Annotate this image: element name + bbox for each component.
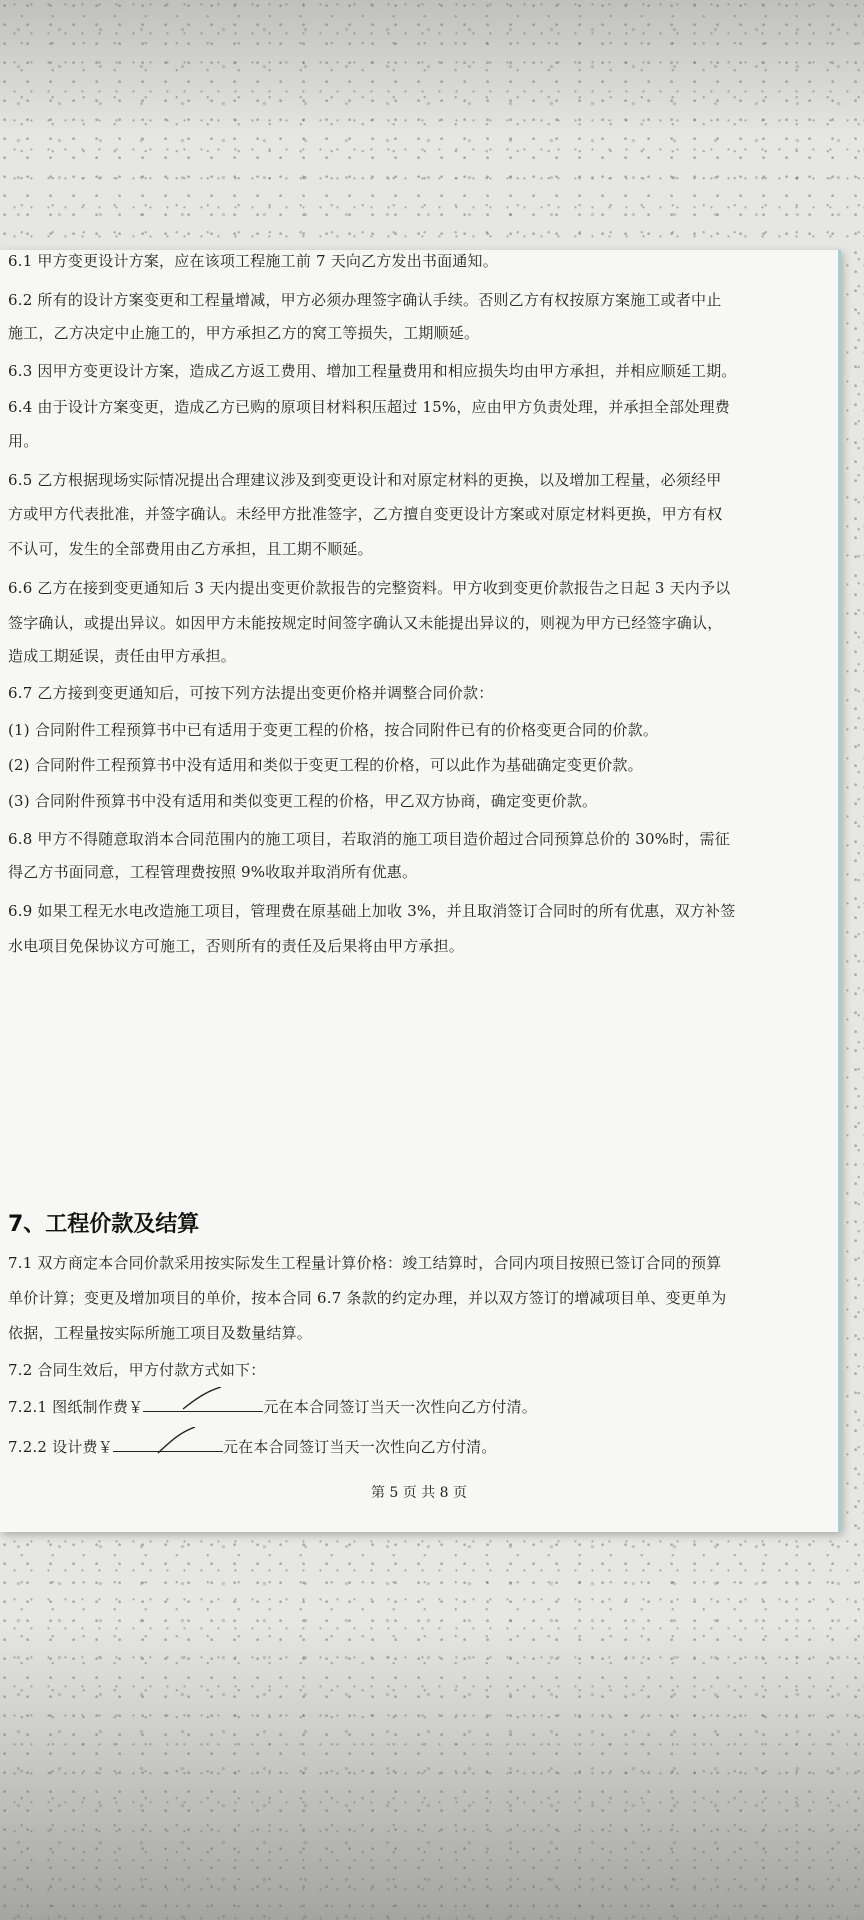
clause-6-5-line-2: 方或甲方代表批准，并签字确认。未经甲方批准签字，乙方擅自变更设计方案或对原定材料更换，甲方有权 — [8, 505, 723, 523]
clause-6-4-line-1: 6.4 由于设计方案变更，造成乙方已购的原项目材料积压超过 15%，应由甲方负责处理，并承担全部处理费 — [8, 398, 730, 416]
clause-7-1-line-1: 7.1 双方商定本合同价款采用按实际发生工程量计算价格：竣工结算时，合同内项目按照已签订合同的预算 — [8, 1254, 722, 1272]
drawing-fee-suffix: 元在本合同签订当天一次性向乙方付清。 — [263, 1398, 537, 1416]
clause-6-6-line-2: 签字确认，或提出异议。如因甲方未能按规定时间签字确认又未能提出异议的，则视为甲方已经签字确认， — [8, 614, 723, 632]
clause-6-7-item-3: (3) 合同附件预算书中没有适用和类似变更工程的价格，甲乙双方协商，确定变更价款。 — [8, 792, 598, 810]
top-shadow — [0, 0, 864, 140]
clause-6-2-line-2: 施工，乙方决定中止施工的，甲方承担乙方的窝工等损失，工期顺延。 — [8, 324, 480, 342]
clause-6-5-line-1: 6.5 乙方根据现场实际情况提出合理建议涉及到变更设计和对原定材料的更换，以及增加工程量，必须经甲 — [8, 471, 722, 489]
page-number-footer: 第 5 页 共 8 页 — [370, 1485, 468, 1501]
clause-6-7: 6.7 乙方接到变更通知后，可按下列方法提出变更价格并调整合同价款： — [8, 684, 494, 702]
clause-6-6-line-3: 造成工期延误，责任由甲方承担。 — [8, 647, 237, 665]
clause-7-2-2 — [8, 1436, 497, 1457]
design-fee-suffix: 元在本合同签订当天一次性向乙方付清。 — [222, 1438, 497, 1456]
clause-6-3: 6.3 因甲方变更设计方案，造成乙方返工费用、增加工程量费用和相应损失均由甲方承担，并相应顺延工期。 — [8, 362, 737, 380]
clause-7-1-line-3: 依据，工程量按实际所施工项目及数量结算。 — [8, 1324, 313, 1342]
drawing-fee-label: 7.2.1 图纸制作费￥ — [8, 1398, 144, 1416]
clause-7-2-1 — [8, 1396, 537, 1417]
section-7-heading: 7、工程价款及结算 — [8, 1212, 200, 1237]
clause-6-9-line-1: 6.9 如果工程无水电改造施工项目，管理费在原基础上加收 3%，并且取消签订合同时的所有优惠，双方补签 — [8, 902, 736, 920]
clause-6-9-line-2: 水电项目免保协议方可施工，否则所有的责任及后果将由甲方承担。 — [8, 937, 465, 955]
clause-6-7-item-2: (2) 合同附件工程预算书中没有适用和类似于变更工程的价格，可以此作为基础确定变更价款。 — [8, 756, 643, 774]
design-fee-blank — [113, 1437, 223, 1452]
pen-slash-mark — [113, 1427, 223, 1455]
bottom-shadow — [0, 1620, 864, 1920]
clause-6-8-line-1: 6.8 甲方不得随意取消本合同范围内的施工项目，若取消的施工项目造价超过合同预算总价的 30%时，需征 — [8, 830, 730, 848]
contract-page — [0, 250, 841, 1532]
pen-slash-mark — [143, 1387, 263, 1413]
clause-6-2-line-1: 6.2 所有的设计方案变更和工程量增减，甲方必须办理签字确认手续。否则乙方有权按原方案施工或者中止 — [8, 291, 722, 309]
drawing-fee-blank — [143, 1397, 263, 1412]
clause-7-1-line-2: 单价计算；变更及增加项目的单价，按本合同 6.7 条款的约定办理，并以双方签订的增减项目单、变更单为 — [8, 1289, 727, 1307]
clause-6-8-line-2: 得乙方书面同意，工程管理费按照 9%收取并取消所有优惠。 — [8, 863, 418, 881]
clause-6-6-line-1: 6.6 乙方在接到变更通知后 3 天内提出变更价款报告的完整资料。甲方收到变更价款报告之日起 3 天内予以 — [8, 579, 731, 597]
clause-6-7-item-1: (1) 合同附件工程预算书中已有适用于变更工程的价格，按合同附件已有的价格变更合同的价款。 — [8, 721, 659, 739]
design-fee-label: 7.2.2 设计费￥ — [8, 1438, 113, 1456]
clause-6-5-line-3: 不认可，发生的全部费用由乙方承担，且工期不顺延。 — [8, 540, 373, 558]
clause-6-1: 6.1 甲方变更设计方案，应在该项工程施工前 7 天向乙方发出书面通知。 — [8, 252, 498, 270]
clause-7-2: 7.2 合同生效后，甲方付款方式如下： — [8, 1361, 266, 1379]
clause-6-4-line-2: 用。 — [8, 432, 39, 450]
